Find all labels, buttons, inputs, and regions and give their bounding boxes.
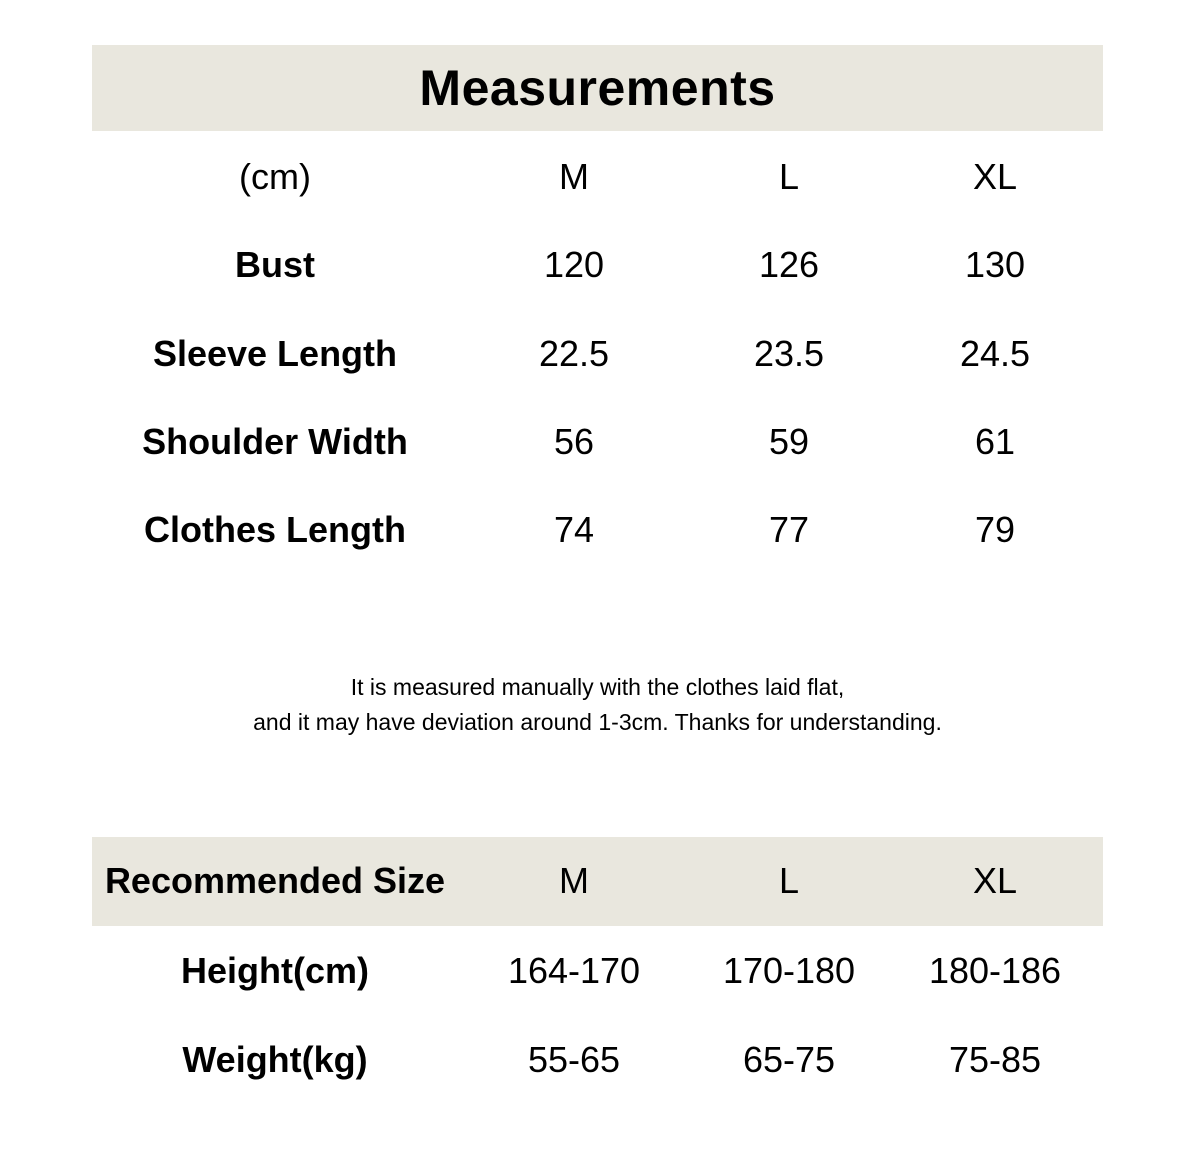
size-header-m: M xyxy=(559,860,589,901)
table-cell: 120 xyxy=(543,244,605,285)
row-label: Clothes Length xyxy=(144,509,406,550)
recommended-header-row xyxy=(92,851,1103,911)
unit-label: (cm) xyxy=(239,156,311,197)
row-label: Shoulder Width xyxy=(142,421,408,462)
page-title: Measurements xyxy=(419,60,776,116)
table-cell: 77 xyxy=(768,509,810,550)
table-cell: 24.5 xyxy=(959,333,1031,374)
row-label: Sleeve Length xyxy=(152,333,398,374)
table-row xyxy=(92,324,1103,384)
table-cell: 23.5 xyxy=(753,333,825,374)
table-cell: 74 xyxy=(553,509,595,550)
row-label: Height(cm) xyxy=(181,950,369,991)
measurement-note-line-2: and it may have deviation around 1-3cm. Thanks for understanding. xyxy=(253,709,942,735)
table-cell: 79 xyxy=(974,509,1016,550)
table-row xyxy=(92,235,1103,295)
table-row xyxy=(92,412,1103,472)
table-cell: 22.5 xyxy=(538,333,610,374)
table-cell: 130 xyxy=(964,244,1026,285)
table-row xyxy=(92,941,1103,1001)
measurements-title-bar xyxy=(92,45,1103,131)
table-row xyxy=(92,500,1103,560)
table-cell: 164-170 xyxy=(507,950,641,991)
size-header-l: L xyxy=(778,860,800,901)
table-cell: 65-75 xyxy=(742,1039,836,1080)
table-row xyxy=(92,1030,1103,1090)
table-cell: 56 xyxy=(553,421,595,462)
recommended-size-label: Recommended Size xyxy=(104,860,446,901)
measurement-note-line-1: It is measured manually with the clothes laid flat, xyxy=(350,674,845,700)
size-header-l: L xyxy=(778,156,800,197)
size-header-xl: XL xyxy=(972,860,1018,901)
measurements-header-row xyxy=(92,147,1103,207)
size-header-xl: XL xyxy=(972,156,1018,197)
size-header-m: M xyxy=(559,156,589,197)
table-cell: 75-85 xyxy=(948,1039,1042,1080)
table-cell: 180-186 xyxy=(928,950,1062,991)
table-cell: 126 xyxy=(758,244,820,285)
row-label: Weight(kg) xyxy=(182,1039,368,1080)
recommended-header-bar xyxy=(92,837,1103,926)
table-cell: 170-180 xyxy=(722,950,856,991)
table-cell: 59 xyxy=(768,421,810,462)
row-label: Bust xyxy=(235,244,315,285)
table-cell: 55-65 xyxy=(527,1039,621,1080)
table-cell: 61 xyxy=(974,421,1016,462)
